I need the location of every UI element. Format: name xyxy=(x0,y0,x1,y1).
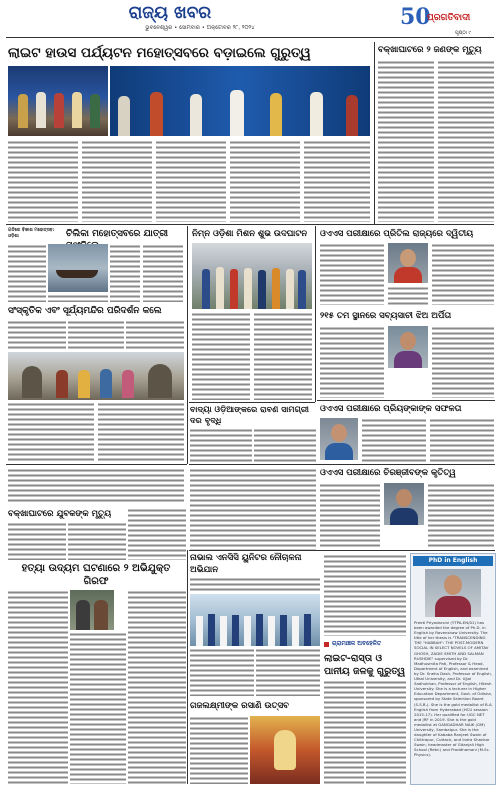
photo-ncc-team xyxy=(190,594,320,646)
kicker-rural-label: ଗ୍ରାମାଞ୍ଚଳ ଅବହେଳିତ xyxy=(332,640,382,647)
body-surya-col5 xyxy=(98,402,184,462)
body-roads-col1 xyxy=(324,680,364,784)
photo-arpita xyxy=(388,326,428,368)
headline-surya: ସଂସ୍କୃତିକ ଏବଂ ସୂର୍ଯ୍ୟମନ୍ଦିର ପରିଦର୍ଶନ କଲେ xyxy=(8,306,162,316)
row-divider-left xyxy=(6,464,187,465)
phd-tag: PhD in English xyxy=(413,556,493,566)
body-bakkhaghat-col2 xyxy=(438,60,494,222)
headline-festival: ଗଜଲକ୍ଷ୍ମୀଙ୍କ ରସାଣି ଉତ୍ସବ xyxy=(190,701,289,711)
dateline: ଭୁବନେଶ୍ୱର • ସୋମବାର • ଅକ୍ଟୋବର ୨୮, ୨୦୨୪ xyxy=(145,25,255,31)
body-chilika-col1 xyxy=(8,244,46,302)
body-ncc-col2 xyxy=(256,648,320,696)
column-divider-top xyxy=(374,42,375,224)
photo-accused xyxy=(70,590,114,630)
body-lighthouse-col2 xyxy=(82,140,152,222)
headline-roads: ଲାଇଟ-ରାସ୍ତା ଓ ପାନୀୟ ଜଳକୁ ଗୁରୁତ୍ୱ xyxy=(324,653,406,677)
body-murder-col1 xyxy=(8,590,68,784)
body-murder-col3 xyxy=(128,590,186,784)
body-ncc-lead xyxy=(190,577,320,591)
phd-box xyxy=(410,553,496,785)
row-divider-mid xyxy=(189,402,315,403)
headline-lighthouse: ଲାଇଟ ହାଉସ ପର୍ଯ୍ୟଟନ ମହୋତ୍ସବରେ ବଡ଼ାଇଲେ ଗୁରୁତ୍ୱ xyxy=(8,45,311,61)
body-chilika-col4 xyxy=(48,294,108,302)
column-divider-bottom-left xyxy=(187,550,188,784)
anniversary-mark: 50 xyxy=(400,4,431,30)
body-roads-col2 xyxy=(366,680,406,784)
body-youth-death-col3 xyxy=(128,508,186,560)
photo-pritil xyxy=(388,243,428,283)
headline-youth-death: ବକ୍ଖାଘାଟରେ ଯୁବକଙ୍କ ମୃତ୍ୟୁ xyxy=(8,509,112,519)
brand-logo xyxy=(400,4,495,30)
headline-ocs-chiranjibi: ଓଏଏସ ପରୀକ୍ଷାରେ ଚିରଞ୍ଜୀବଙ୍କ କୃତିତ୍ୱ xyxy=(320,468,456,478)
section-title: ରାଜ୍ୟ ଖବର xyxy=(128,3,212,23)
row-divider-1 xyxy=(6,224,494,225)
body-chilika-col2 xyxy=(110,244,140,302)
body-festival-col1 xyxy=(190,716,248,784)
kicker-rural xyxy=(324,640,406,650)
brand-name: ପ୍ରଗତିବାଦୀ xyxy=(427,13,471,23)
photo-chiranjibi xyxy=(384,483,424,525)
body-pooja-col2 xyxy=(254,428,316,462)
body-ocs-chiranjibi-col1 xyxy=(320,483,380,549)
photo-lighthouse-dignitaries xyxy=(110,66,370,136)
body-surya-col3 xyxy=(126,320,184,350)
body-pooja-col1 xyxy=(190,428,252,462)
headline-pooja: ବାଦ୍ୟା ଓଡ଼ିଆଙ୍କରେ ରାବଣ ସାମଗ୍ରୀ ଦର ବୃଦ୍ଧି xyxy=(190,404,309,425)
red-square-icon xyxy=(324,642,329,647)
page-number: ପୃଷ୍ଠା ୯ xyxy=(455,30,471,36)
body-ocs-state-col3 xyxy=(388,286,428,305)
body-upper-left xyxy=(8,468,184,504)
body-ocs-rank-col1 xyxy=(320,326,384,398)
body-ocs-chiranjibi-col2 xyxy=(428,483,494,549)
masthead xyxy=(0,0,500,40)
body-chilika-col3 xyxy=(143,244,183,302)
body-ocs-success-col1 xyxy=(362,418,426,462)
headline-bakkhaghat: ବକ୍ଖାଘାଟରେ ୨ ଜଣଙ୍କ ମୃତ୍ୟୁ xyxy=(378,45,482,55)
body-surya-col4 xyxy=(8,402,94,462)
body-lighthouse-col3 xyxy=(156,140,226,222)
body-bakkhaghat-col1 xyxy=(378,60,434,222)
body-ocs-state-col2 xyxy=(432,243,494,305)
body-youth-death-col2 xyxy=(68,522,126,560)
body-roads-lead xyxy=(324,554,406,636)
photo-surya-temple xyxy=(8,352,184,400)
body-surya-col1 xyxy=(8,320,66,350)
row-divider-right xyxy=(317,400,495,401)
body-ocs-state-col1 xyxy=(320,243,384,305)
body-murder-col2 xyxy=(70,632,126,784)
photo-chilika-boat xyxy=(48,244,108,292)
headline-ocs-success: ଓଏଏସ ପରୀକ୍ଷାରେ ପ୍ରିୟଙ୍କାଙ୍କ ସଫଳତା xyxy=(320,404,462,414)
phd-body: Preeti Priyadarsini (YTPA-EN/01) has been awarded the degree of Ph.D. in English by Ravenshaw University. The title of her thesis is "TRANSCENDING THE "HABBAH": THE POST-MODERN SOCIAL IN SELECT NOVELS OF AMITAV GHOSH, ZADIE SMITH AND SALMAN RUSHDIE" supervised by Dr. Madhusmita Pati, Professor & Head, Department of English, and examined by Dr. Sneha Dash, Professor of English, Utkal University, and Dr. Ujjal Sadhukhan, Professor of English, Hitesh University. She is a lecturer in Higher Education Department, Govt. of Odisha, sponsored by State Selection Board (S.S.B.). She is the gold medallist of B.A. English from Hyderabad (HCU session 2015-17). Her qualified for UGC NET and JRF in 2019. She is the gold medallist at GANGADHAR NAIK (GM) University, Sambalpur. She is the daughter of Kababa Ranjeet Swain of Chittrapur, Cuttack, and Indra Shankar Swain, headmaster of Gitanjali High School (Retd.) and Proddhamani (M.Sc. Physics). xyxy=(414,620,493,758)
column-divider-left xyxy=(187,226,188,464)
body-ocs-success-col2 xyxy=(430,418,494,462)
row-divider-3 xyxy=(189,550,495,551)
photo-festival xyxy=(250,716,320,784)
photo-preeti xyxy=(425,569,481,617)
row-divider-2 xyxy=(189,464,495,465)
body-sports-col2 xyxy=(254,312,312,400)
headline-ocs-state: ଓଏଏସ ପରୀକ୍ଷାରେ ପ୍ରିତିଲ ରାଜ୍ୟରେ ଦ୍ୱିତୀୟ xyxy=(320,229,474,239)
headline-murder: ହତ୍ୟା ଉଦ୍ୟମ ଘଟଣାରେ ୨ ଅଭିଯୁକ୍ତ ଗିରଫ xyxy=(21,563,171,587)
body-lighthouse-col4 xyxy=(230,140,300,222)
headline-sports: ନିମ୍ନ ଓଡ଼ିଶା ମିଶନ ଶୁଭ ଉଦଘାଟନ xyxy=(192,229,308,239)
headline-ncc: ନାଭାଲ ଏନସିସି ୟୁନିଟର ନୌଚାଳନା ଅଭିଯାନ xyxy=(190,553,302,575)
photo-lighthouse-stage xyxy=(8,66,108,136)
column-divider-mid xyxy=(315,226,316,402)
body-surya-col2 xyxy=(68,320,124,350)
headline-ocs-rank: ୨୧୫ ତମ ସ୍ଥାନରେ ସବ୍ୟସାଚୀ ଝିଅ ଅର୍ପିତା xyxy=(320,311,452,321)
photo-priyanka xyxy=(320,418,358,460)
masthead-divider xyxy=(6,37,494,38)
body-youth-death-col1 xyxy=(8,522,66,560)
kicker-chilika: ଗତିରେ ବିକାଶ ମହୋତ୍ସବ: ଓଡ଼ିଶା xyxy=(8,228,55,239)
body-ocs-chiranjibi-col0 xyxy=(190,468,316,550)
headline-chilika: ଚିଲିକା ମହୋତ୍ସବରେ ଯାତ୍ରୀ xyxy=(66,229,169,239)
body-lighthouse-col1 xyxy=(8,140,78,222)
body-ocs-rank-col2 xyxy=(432,326,494,398)
body-lighthouse-col5 xyxy=(304,140,370,222)
photo-sports-inauguration xyxy=(192,243,312,309)
body-ncc-col1 xyxy=(190,648,254,696)
body-sports-col1 xyxy=(192,312,250,400)
